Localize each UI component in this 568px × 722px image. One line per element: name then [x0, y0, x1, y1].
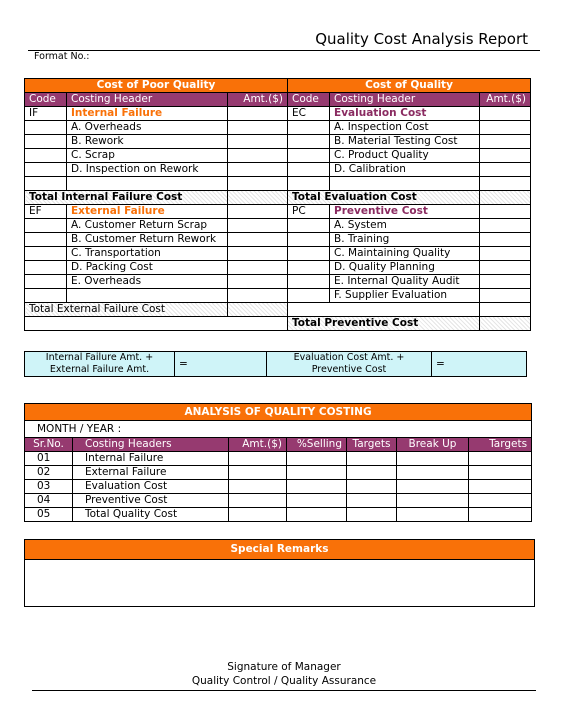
amount-cell[interactable] — [228, 275, 288, 289]
targets-cell[interactable] — [469, 466, 532, 480]
amount-cell[interactable] — [228, 233, 288, 247]
item-label: D. Packing Cost — [67, 261, 228, 275]
summary-right-line2: Preventive Cost — [311, 364, 387, 375]
amount-cell[interactable] — [480, 177, 531, 191]
title-divider — [28, 50, 540, 51]
col-selling: %Selling — [287, 438, 347, 452]
amount-cell[interactable] — [480, 247, 531, 261]
table-row — [25, 205, 531, 219]
item-label: B. Training — [330, 233, 480, 247]
table-row — [25, 219, 531, 233]
table-row — [25, 247, 531, 261]
total-amount-cell[interactable] — [228, 303, 288, 317]
item-label: E. Overheads — [67, 275, 228, 289]
col-code: Code — [288, 93, 330, 107]
table-row — [25, 452, 532, 466]
summary-table — [24, 351, 527, 377]
total-evaluation: Total Evaluation Cost — [288, 191, 480, 205]
preventive-cost-title: Preventive Cost — [330, 205, 480, 219]
amount-cell[interactable] — [228, 149, 288, 163]
signature-line2: Quality Control / Quality Assurance — [191, 675, 377, 687]
item-label: B. Rework — [67, 135, 228, 149]
section-cost-of-poor-quality: Cost of Poor Quality — [25, 79, 288, 93]
evaluation-cost-title: Evaluation Cost — [330, 107, 480, 121]
total-amount-cell[interactable] — [228, 191, 288, 205]
col-costing-header: Costing Header — [67, 93, 228, 107]
cost-table — [24, 78, 531, 331]
targets-cell[interactable] — [347, 508, 397, 522]
sr-no: 04 — [25, 494, 73, 508]
total-amount-cell[interactable] — [480, 191, 531, 205]
total-external-failure: Total External Failure Cost — [25, 303, 228, 317]
preventive-blank — [288, 303, 480, 317]
special-remarks-box — [24, 539, 535, 607]
costing-header: Preventive Cost — [73, 494, 229, 508]
breakup-cell[interactable] — [397, 508, 469, 522]
analysis-title: ANALYSIS OF QUALITY COSTING — [25, 404, 532, 421]
targets-cell[interactable] — [469, 452, 532, 466]
item-label: C. Transportation — [67, 247, 228, 261]
code-if: IF — [25, 107, 67, 121]
selling-cell[interactable] — [287, 508, 347, 522]
item-label: F. Supplier Evaluation — [330, 289, 480, 303]
targets-cell[interactable] — [469, 494, 532, 508]
amount-cell[interactable] — [228, 219, 288, 233]
amount-cell[interactable] — [228, 289, 288, 303]
summary-left-result[interactable]: = — [175, 352, 267, 377]
breakup-cell[interactable] — [397, 452, 469, 466]
col-costing-header: Costing Header — [330, 93, 480, 107]
table-row — [25, 261, 531, 275]
amount-cell[interactable] — [480, 149, 531, 163]
section-cost-of-quality: Cost of Quality — [288, 79, 531, 93]
table-row — [25, 233, 531, 247]
amount-cell[interactable] — [480, 275, 531, 289]
targets-cell[interactable] — [347, 452, 397, 466]
amount-cell[interactable] — [480, 135, 531, 149]
analysis-header-row — [25, 438, 532, 452]
item-label: B. Customer Return Rework — [67, 233, 228, 247]
selling-cell[interactable] — [287, 466, 347, 480]
col-targets: Targets — [347, 438, 397, 452]
table-row — [25, 275, 531, 289]
code-ec: EC — [288, 107, 330, 121]
sr-no: 03 — [25, 480, 73, 494]
col-code: Code — [25, 93, 67, 107]
col-targets-2: Targets — [469, 438, 532, 452]
item-label: C. Maintaining Quality — [330, 247, 480, 261]
item-label: A. System — [330, 219, 480, 233]
total-row — [25, 317, 531, 331]
amount-cell[interactable] — [480, 289, 531, 303]
table-row — [25, 135, 531, 149]
code-ef: EF — [25, 205, 67, 219]
col-amount: Amt.($) — [229, 438, 287, 452]
targets-cell[interactable] — [347, 494, 397, 508]
report-title: Quality Cost Analysis Report — [315, 30, 528, 48]
col-amount: Amt.($) — [480, 93, 531, 107]
selling-cell[interactable] — [287, 494, 347, 508]
item-label: B. Material Testing Cost — [330, 135, 480, 149]
table-row — [25, 163, 531, 177]
month-year-field[interactable]: MONTH / YEAR : — [25, 421, 532, 438]
sr-no: 01 — [25, 452, 73, 466]
code-pc: PC — [288, 205, 330, 219]
table-row — [25, 466, 532, 480]
amount-cell[interactable] — [228, 107, 288, 121]
total-preventive: Total Preventive Cost — [288, 317, 480, 331]
costing-header: Evaluation Cost — [73, 480, 229, 494]
table-row — [25, 494, 532, 508]
table-row — [25, 121, 531, 135]
table-row — [25, 508, 532, 522]
costing-header: Total Quality Cost — [73, 508, 229, 522]
table-row — [25, 289, 531, 303]
table-row — [25, 480, 532, 494]
item-label: A. Inspection Cost — [330, 121, 480, 135]
amount-cell[interactable] — [228, 135, 288, 149]
amount-cell[interactable] — [228, 205, 288, 219]
col-costing-headers: Costing Headers — [73, 438, 229, 452]
targets-cell[interactable] — [469, 508, 532, 522]
item-label: A. Overheads — [67, 121, 228, 135]
signature-line1: Signature of Manager — [227, 661, 341, 673]
selling-cell[interactable] — [287, 480, 347, 494]
blank-cell — [25, 317, 288, 331]
targets-cell[interactable] — [347, 480, 397, 494]
amount-cell[interactable] — [229, 480, 287, 494]
selling-cell[interactable] — [287, 452, 347, 466]
amount-cell[interactable] — [480, 163, 531, 177]
col-amount: Amt.($) — [228, 93, 288, 107]
breakup-cell[interactable] — [397, 480, 469, 494]
item-label: E. Internal Quality Audit — [330, 275, 480, 289]
amount-cell[interactable] — [228, 177, 288, 191]
format-number-label: Format No.: — [34, 51, 90, 62]
col-sr-no: Sr.No. — [25, 438, 73, 452]
table-row — [25, 107, 531, 121]
total-internal-failure: Total Internal Failure Cost — [25, 191, 228, 205]
targets-cell[interactable] — [469, 480, 532, 494]
amount-cell[interactable] — [480, 205, 531, 219]
amount-cell[interactable] — [480, 219, 531, 233]
amount-cell[interactable] — [480, 121, 531, 135]
item-label: C. Product Quality — [330, 149, 480, 163]
item-label: A. Customer Return Scrap — [67, 219, 228, 233]
breakup-cell[interactable] — [397, 494, 469, 508]
amount-cell[interactable] — [480, 261, 531, 275]
item-label: D. Calibration — [330, 163, 480, 177]
amount-cell[interactable] — [480, 233, 531, 247]
total-row — [25, 303, 531, 317]
footer-divider — [32, 690, 536, 691]
costing-header: Internal Failure — [73, 452, 229, 466]
breakup-cell[interactable] — [397, 466, 469, 480]
amount-cell[interactable] — [229, 508, 287, 522]
costing-header: External Failure — [73, 466, 229, 480]
summary-right-result[interactable]: = — [432, 352, 527, 377]
table-row — [25, 177, 531, 191]
total-row — [25, 191, 531, 205]
amount-cell[interactable] — [229, 466, 287, 480]
col-break-up: Break Up — [397, 438, 469, 452]
total-amount-cell[interactable] — [480, 317, 531, 331]
evaluation-preventive-label — [267, 352, 432, 377]
targets-cell[interactable] — [347, 466, 397, 480]
sr-no: 05 — [25, 508, 73, 522]
summary-left-line1: Internal Failure Amt. + — [45, 352, 154, 363]
item-label: D. Inspection on Rework — [67, 163, 228, 177]
item-label: C. Scrap — [67, 149, 228, 163]
amount-cell[interactable] — [229, 452, 287, 466]
amount-cell[interactable] — [228, 247, 288, 261]
cost-table-header-row — [25, 93, 531, 107]
amount-cell[interactable] — [480, 107, 531, 121]
summary-left-line2: External Failure Amt. — [49, 364, 150, 375]
table-row — [25, 149, 531, 163]
special-remarks-area[interactable] — [25, 560, 534, 606]
item-label: D. Quality Planning — [330, 261, 480, 275]
amount-cell[interactable] — [228, 163, 288, 177]
special-remarks-title: Special Remarks — [25, 540, 534, 560]
amount-cell[interactable] — [229, 494, 287, 508]
summary-right-line1: Evaluation Cost Amt. + — [293, 352, 405, 363]
amount-cell[interactable] — [480, 303, 531, 317]
amount-cell[interactable] — [228, 261, 288, 275]
sr-no: 02 — [25, 466, 73, 480]
analysis-table — [24, 403, 532, 522]
external-failure-title: External Failure — [67, 205, 228, 219]
amount-cell[interactable] — [228, 121, 288, 135]
internal-failure-title: Internal Failure — [67, 107, 228, 121]
internal-external-label — [25, 352, 175, 377]
